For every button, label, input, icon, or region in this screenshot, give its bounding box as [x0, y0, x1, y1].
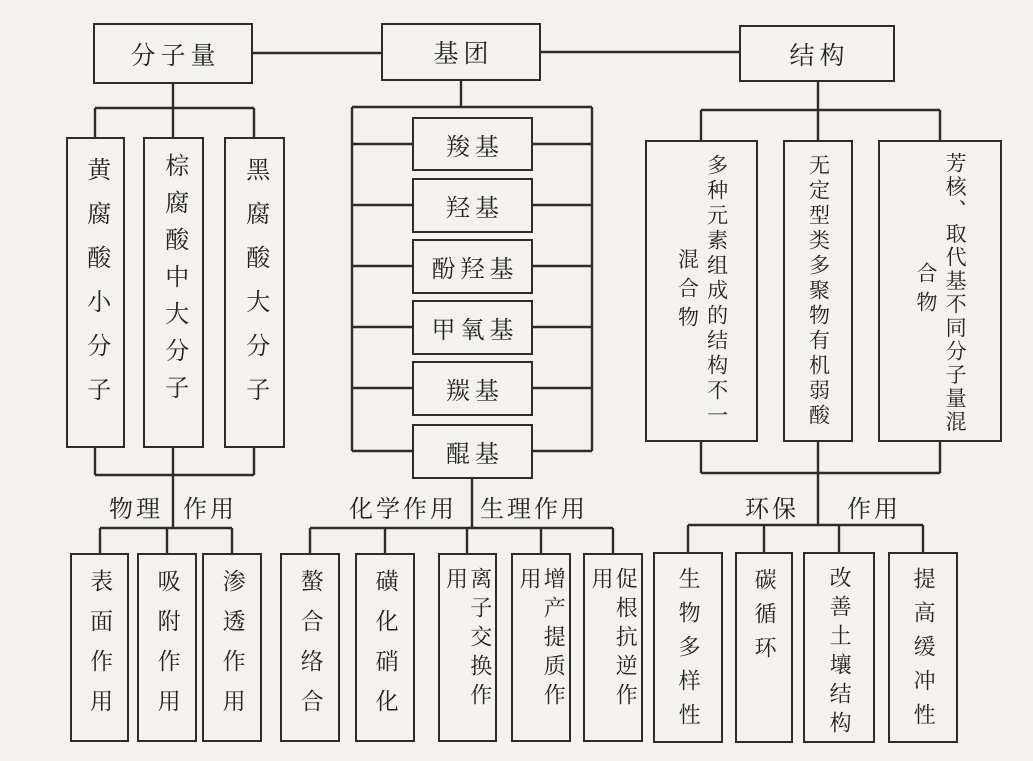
node-rooting-stress-effect-label: 促根抗逆作用	[589, 567, 639, 712]
node-yield-quality-effect-label: 增产提质作用	[517, 567, 567, 712]
node-biodiversity-label: 生物多样性	[676, 567, 702, 737]
label-physiological-effect: 生理作用	[480, 497, 588, 523]
label-physical-right: 作用	[183, 497, 237, 523]
node-sulfonation-nitration-label: 磺化硝化	[372, 569, 398, 729]
node-buffering-capacity-label: 提高缓冲性	[911, 567, 937, 737]
node-hydroxyl: 羟基	[412, 178, 533, 233]
node-black-humic-acid	[224, 137, 285, 448]
node-fulvic-acid	[66, 137, 125, 448]
node-multi-element-mixture	[645, 140, 758, 442]
node-functional-group: 基团	[381, 23, 541, 81]
node-aromatic-substituent-mixture	[878, 140, 1002, 442]
node-brown-humic-acid	[143, 137, 204, 448]
connector-molecular-weight-children	[95, 84, 254, 137]
node-molecular-weight: 分子量	[93, 23, 253, 84]
node-carbonyl: 羰基	[412, 361, 533, 416]
label-chemical-effect: 化学作用	[349, 497, 457, 523]
node-carboxyl: 羧基	[412, 117, 533, 171]
node-chelation-complexation	[280, 553, 340, 742]
node-yield-quality-effect	[511, 553, 571, 742]
node-aromatic-substituent-mixture-line2: 合物	[914, 262, 938, 320]
node-multi-element-mixture-line1: 多种元素组成的结构不一	[704, 154, 729, 429]
node-permeation-effect-label: 渗透作用	[219, 569, 245, 729]
node-structure: 结构	[739, 25, 895, 82]
node-ion-exchange-effect-label: 离子交换作用	[443, 567, 493, 712]
node-buffering-capacity	[888, 552, 958, 743]
node-methoxy: 甲氧基	[412, 300, 533, 355]
node-surface-effect	[70, 553, 129, 742]
node-adsorption-effect-label: 吸附作用	[154, 569, 180, 729]
node-phenolic-hydroxyl: 酚羟基	[412, 239, 533, 294]
node-chelation-complexation-label: 螯合络合	[297, 569, 323, 729]
node-aromatic-substituent-mixture-line1: 芳核、取代基不同分子量混	[943, 152, 968, 434]
node-ion-exchange-effect	[438, 553, 497, 742]
node-brown-humic-acid-label: 棕腐酸中大分子	[160, 153, 187, 412]
node-biodiversity	[653, 552, 723, 743]
node-surface-effect-label: 表面作用	[87, 569, 113, 729]
node-quinone: 醌基	[412, 424, 533, 479]
node-amorphous-polymer-acid-label: 无定型类多聚物有机弱酸	[806, 154, 831, 429]
node-sulfonation-nitration	[355, 553, 415, 742]
node-carbon-cycle-label: 碳循环	[752, 568, 778, 670]
label-environmental: 环保	[745, 497, 799, 523]
node-fulvic-acid-label: 黄腐酸小分子	[82, 157, 109, 421]
node-soil-structure	[803, 552, 875, 743]
label-environmental-effect: 作用	[847, 497, 901, 523]
node-carbon-cycle	[735, 552, 793, 743]
node-soil-structure-label: 改善土壤结构	[827, 566, 853, 740]
node-amorphous-polymer-acid	[783, 140, 853, 442]
node-multi-element-mixture-line2: 混合物	[675, 247, 700, 335]
node-adsorption-effect	[137, 553, 197, 742]
node-black-humic-acid-label: 黑腐酸大分子	[241, 157, 268, 421]
connector-structure-children	[701, 82, 940, 140]
label-physical-left: 物理	[109, 497, 163, 523]
node-permeation-effect	[202, 553, 262, 742]
node-rooting-stress-effect	[583, 553, 643, 742]
